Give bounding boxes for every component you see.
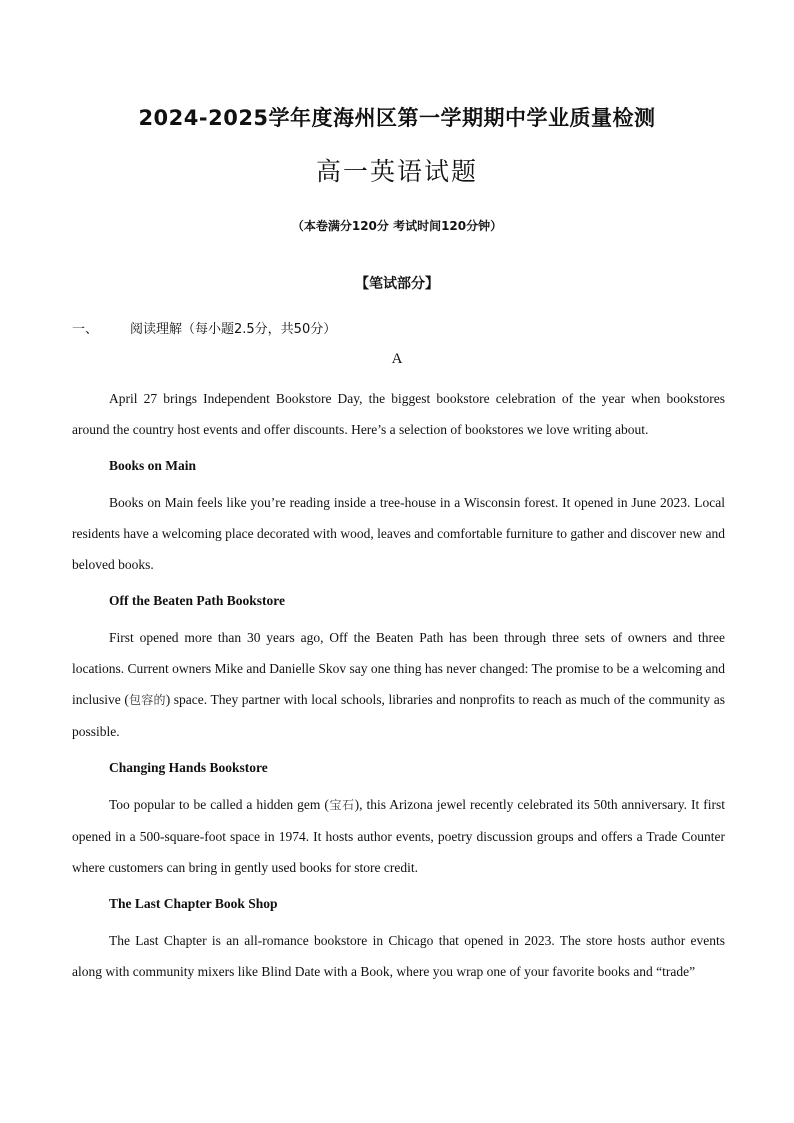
score-time-note: （本卷满分120分 考试时间120分钟） [291, 219, 503, 233]
exam-subtitle: 高一英语试题 [315, 157, 478, 186]
chinese-gloss: 包容的 [128, 693, 166, 707]
bookstore-text-books-on-main: Books on Main feels like you’re reading inside a tree-house in a Wisconsin forest. It opened in June 2023. Local residents have a welcoming place decorated with wood, leaves and comfortable furniture to gather and discover new and beloved books. [72, 495, 725, 572]
chinese-gloss: 宝石 [328, 798, 355, 812]
text-part: Too popular to be called a hidden gem ( [109, 797, 329, 812]
passage-intro: April 27 brings Independent Bookstore Day, the biggest bookstore celebration of the year when bookstores around the country host events and offer discounts. Here’s a selection of bookstores we love writing about. [72, 391, 725, 437]
section-number: 一、 [72, 322, 99, 337]
bookstore-text-changing-hands [72, 789, 725, 883]
text-part: ), this Arizona jewel recently celebrated its 50th anniversary. It first opened in a 500-square-foot space in 1974. It hosts author events, poetry discussion groups and offers a Trade Counter where customers can bring in gently used books for store credit. [72, 797, 725, 875]
section-label: 阅读理解（每小题2.5分，共50分） [130, 322, 337, 337]
bookstore-text-off-the-beaten-path [72, 622, 725, 747]
bookstore-heading-changing-hands: Changing Hands Bookstore [109, 760, 268, 775]
exam-title: 2024-2025学年度海州区第一学期期中学业质量检测 [138, 106, 656, 130]
text-part: First opened more than 30 years ago, Off the Beaten Path has been through three sets of owners and three locations. Current owners Mike and Danielle Skov say one thing has never changed: The promise to be a welcoming and inclusive ( [72, 630, 725, 707]
bookstore-heading-books-on-main: Books on Main [109, 458, 197, 473]
passage-body [72, 383, 725, 987]
bookstore-heading-last-chapter: The Last Chapter Book Shop [109, 896, 278, 911]
bookstore-heading-off-the-beaten-path: Off the Beaten Path Bookstore [109, 593, 285, 608]
text-part: ) space. They partner with local schools, libraries and nonprofits to reach as much of the community as possible. [72, 692, 725, 739]
bookstore-text-last-chapter: The Last Chapter is an all-romance bookstore in Chicago that opened in 2023. The store hosts author events along with community mixers like Blind Date with a Book, where you wrap one of your favorite books and “trade” [72, 933, 725, 979]
part-heading: 【笔试部分】 [355, 276, 439, 292]
passage-letter: A [391, 351, 403, 367]
section-heading [72, 318, 336, 337]
